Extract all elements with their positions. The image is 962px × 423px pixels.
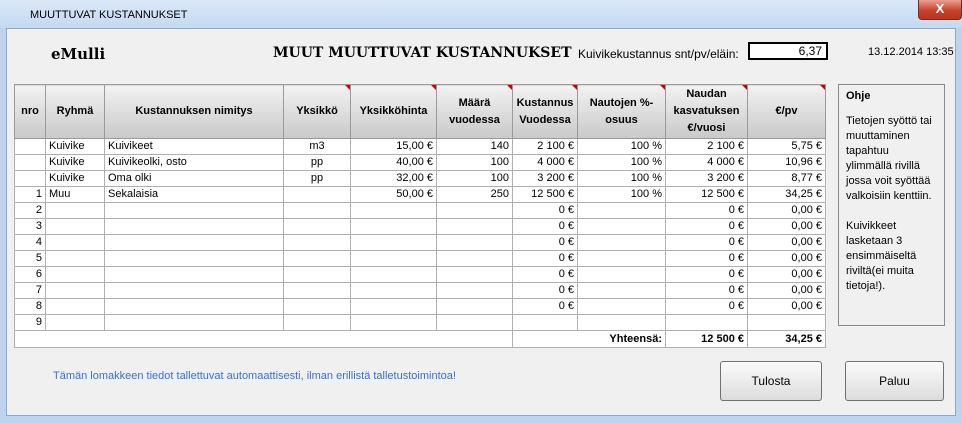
row-nimitys[interactable] <box>105 251 284 267</box>
row-nimitys[interactable] <box>105 299 284 315</box>
row-osuus[interactable] <box>578 235 666 251</box>
row-naudan: 4 000 € <box>666 155 748 171</box>
row-osuus[interactable] <box>578 267 666 283</box>
row-yksikko[interactable] <box>284 299 351 315</box>
print-button[interactable]: Tulosta <box>720 361 822 401</box>
col-naudan: Naudan kasvatuksen €/vuosi <box>666 85 748 139</box>
row-ryhma[interactable]: Kuivike <box>46 139 105 155</box>
row-pv: 0,00 € <box>748 267 826 283</box>
row-osuus[interactable]: 100 % <box>578 139 666 155</box>
row-yksikko[interactable]: pp <box>284 171 351 187</box>
row-yksikkohinta[interactable] <box>351 235 437 251</box>
cost-table <box>14 84 826 348</box>
table-row <box>15 155 826 171</box>
row-maara[interactable] <box>437 299 513 315</box>
row-nro: 5 <box>15 251 46 267</box>
total-label: Yhteensä: <box>513 331 666 348</box>
table-row <box>15 299 826 315</box>
row-ryhma[interactable]: Kuivike <box>46 171 105 187</box>
row-kustannus <box>513 315 578 331</box>
row-kustannus: 0 € <box>513 203 578 219</box>
row-yksikkohinta[interactable]: 40,00 € <box>351 155 437 171</box>
col-kustannus: Kustannus Vuodessa <box>513 85 578 139</box>
row-nro <box>15 139 46 155</box>
help-text-entry: Tietojen syöttö tai muuttaminen tapahtuu ylimmällä rivillä jossa voit syöttää valkoisiin kenttiin. <box>846 115 932 202</box>
table-row <box>15 267 826 283</box>
row-yksikkohinta[interactable] <box>351 315 437 331</box>
row-naudan <box>666 315 748 331</box>
row-kustannus: 4 000 € <box>513 155 578 171</box>
row-ryhma[interactable] <box>46 299 105 315</box>
row-maara[interactable] <box>437 251 513 267</box>
row-kustannus: 3 200 € <box>513 171 578 187</box>
col-nro: nro <box>15 85 46 139</box>
close-button[interactable]: X <box>918 0 962 20</box>
row-yksikkohinta[interactable] <box>351 203 437 219</box>
row-ryhma[interactable] <box>46 203 105 219</box>
row-kustannus: 0 € <box>513 235 578 251</box>
row-maara[interactable] <box>437 315 513 331</box>
row-nro: 6 <box>15 267 46 283</box>
row-naudan: 3 200 € <box>666 171 748 187</box>
row-nimitys[interactable]: Sekalaisia <box>105 187 284 203</box>
row-maara[interactable] <box>437 283 513 299</box>
row-naudan: 0 € <box>666 203 748 219</box>
col-pv: €/pv <box>748 85 826 139</box>
back-button[interactable]: Paluu <box>845 361 944 401</box>
row-ryhma[interactable] <box>46 235 105 251</box>
row-pv: 0,00 € <box>748 219 826 235</box>
table-row <box>15 235 826 251</box>
row-pv: 0,00 € <box>748 203 826 219</box>
col-maara: Määrä vuodessa <box>437 85 513 139</box>
row-pv: 0,00 € <box>748 235 826 251</box>
row-nimitys[interactable] <box>105 267 284 283</box>
row-nro: 1 <box>15 187 46 203</box>
row-yksikko[interactable] <box>284 251 351 267</box>
row-osuus[interactable] <box>578 203 666 219</box>
row-yksikkohinta[interactable] <box>351 219 437 235</box>
row-nimitys[interactable] <box>105 235 284 251</box>
app-brand: eMulli <box>51 45 106 63</box>
table-row <box>15 139 826 155</box>
row-nimitys[interactable]: Kuivikeet <box>105 139 284 155</box>
col-yksikkohinta: Yksikköhinta <box>351 85 437 139</box>
row-pv: 5,75 € <box>748 139 826 155</box>
row-kustannus: 0 € <box>513 283 578 299</box>
row-nro <box>15 155 46 171</box>
row-osuus[interactable] <box>578 299 666 315</box>
table-row <box>15 171 826 187</box>
row-pv <box>748 315 826 331</box>
row-naudan: 12 500 € <box>666 187 748 203</box>
row-ryhma[interactable]: Kuivike <box>46 155 105 171</box>
row-nimitys[interactable] <box>105 203 284 219</box>
row-yksikko[interactable] <box>284 315 351 331</box>
col-nimitys: Kustannuksen nimitys <box>105 85 284 139</box>
row-kustannus: 12 500 € <box>513 187 578 203</box>
row-yksikkohinta[interactable]: 50,00 € <box>351 187 437 203</box>
help-title: Ohje <box>846 90 871 102</box>
row-maara[interactable] <box>437 203 513 219</box>
page-title: MUUT MUUTTUVAT KUSTANNUKSET <box>273 45 572 61</box>
row-nro: 3 <box>15 219 46 235</box>
row-nimitys[interactable] <box>105 283 284 299</box>
row-nro: 7 <box>15 283 46 299</box>
row-ryhma[interactable] <box>46 315 105 331</box>
row-kustannus: 0 € <box>513 267 578 283</box>
row-yksikko[interactable] <box>284 283 351 299</box>
row-ryhma[interactable] <box>46 267 105 283</box>
row-nimitys[interactable] <box>105 219 284 235</box>
row-nimitys[interactable]: Kuivikeolki, osto <box>105 155 284 171</box>
table-row <box>15 187 826 203</box>
row-naudan: 0 € <box>666 299 748 315</box>
row-naudan: 0 € <box>666 283 748 299</box>
row-ryhma[interactable]: Muu <box>46 187 105 203</box>
row-maara[interactable]: 100 <box>437 155 513 171</box>
table-row <box>15 203 826 219</box>
table-row <box>15 219 826 235</box>
row-nro: 8 <box>15 299 46 315</box>
row-yksikkohinta[interactable] <box>351 283 437 299</box>
row-yksikko[interactable] <box>284 235 351 251</box>
row-maara[interactable]: 100 <box>437 171 513 187</box>
table-row <box>15 251 826 267</box>
window-title: MUUTTUVAT KUSTANNUKSET <box>30 9 188 21</box>
row-maara[interactable] <box>437 267 513 283</box>
row-yksikkohinta[interactable] <box>351 267 437 283</box>
row-kustannus: 0 € <box>513 251 578 267</box>
row-maara[interactable] <box>437 235 513 251</box>
row-osuus[interactable] <box>578 315 666 331</box>
row-osuus[interactable] <box>578 283 666 299</box>
row-nro <box>15 171 46 187</box>
row-nimitys[interactable]: Oma olki <box>105 171 284 187</box>
row-yksikko[interactable]: m3 <box>284 139 351 155</box>
row-pv: 0,00 € <box>748 299 826 315</box>
row-pv: 34,25 € <box>748 187 826 203</box>
row-pv: 0,00 € <box>748 283 826 299</box>
row-naudan: 0 € <box>666 267 748 283</box>
row-ryhma[interactable] <box>46 283 105 299</box>
row-naudan: 2 100 € <box>666 139 748 155</box>
total-pv: 34,25 € <box>748 331 826 348</box>
row-nro: 2 <box>15 203 46 219</box>
help-panel <box>838 84 945 326</box>
row-ryhma[interactable] <box>46 219 105 235</box>
kuivike-cost-label: Kuivikekustannus snt/pv/eläin: <box>578 47 739 61</box>
title-bar <box>0 0 962 28</box>
row-osuus[interactable]: 100 % <box>578 187 666 203</box>
row-pv: 8,77 € <box>748 171 826 187</box>
row-kustannus: 0 € <box>513 299 578 315</box>
row-yksikkohinta[interactable] <box>351 251 437 267</box>
row-naudan: 0 € <box>666 235 748 251</box>
row-osuus[interactable]: 100 % <box>578 171 666 187</box>
row-pv: 0,00 € <box>748 251 826 267</box>
row-nimitys[interactable] <box>105 315 284 331</box>
kuivike-cost-value: 6,37 <box>748 42 828 60</box>
row-nro: 4 <box>15 235 46 251</box>
autosave-note: Tämän lomakkeen tiedot tallettuvat automaattisesti, ilman erillistä talletustoimintoa! <box>53 370 456 382</box>
row-ryhma[interactable] <box>46 251 105 267</box>
row-yksikko[interactable] <box>284 267 351 283</box>
row-maara[interactable] <box>437 219 513 235</box>
help-text-kuivike: Kuivikkeet lasketaan 3 ensimmäiseltä riviltä(ei muita tietoja!). <box>846 220 917 292</box>
total-naudan: 12 500 € <box>666 331 748 348</box>
row-yksikko[interactable]: pp <box>284 155 351 171</box>
row-osuus[interactable] <box>578 251 666 267</box>
row-naudan: 0 € <box>666 251 748 267</box>
total-row <box>15 331 826 348</box>
row-osuus[interactable] <box>578 219 666 235</box>
row-kustannus: 2 100 € <box>513 139 578 155</box>
row-yksikkohinta[interactable] <box>351 299 437 315</box>
table-row <box>15 283 826 299</box>
row-nro: 9 <box>15 315 46 331</box>
row-maara[interactable]: 250 <box>437 187 513 203</box>
row-yksikkohinta[interactable]: 15,00 € <box>351 139 437 155</box>
row-yksikkohinta[interactable]: 32,00 € <box>351 171 437 187</box>
row-naudan: 0 € <box>666 219 748 235</box>
col-yksikko: Yksikkö <box>284 85 351 139</box>
table-row <box>15 315 826 331</box>
row-yksikko[interactable] <box>284 219 351 235</box>
row-pv: 10,96 € <box>748 155 826 171</box>
col-ryhma: Ryhmä <box>46 85 105 139</box>
row-osuus[interactable]: 100 % <box>578 155 666 171</box>
col-osuus: Nautojen %- osuus <box>578 85 666 139</box>
row-kustannus: 0 € <box>513 219 578 235</box>
row-maara[interactable]: 140 <box>437 139 513 155</box>
row-yksikko[interactable] <box>284 187 351 203</box>
row-yksikko[interactable] <box>284 203 351 219</box>
datetime: 13.12.2014 13:35 <box>868 46 954 58</box>
